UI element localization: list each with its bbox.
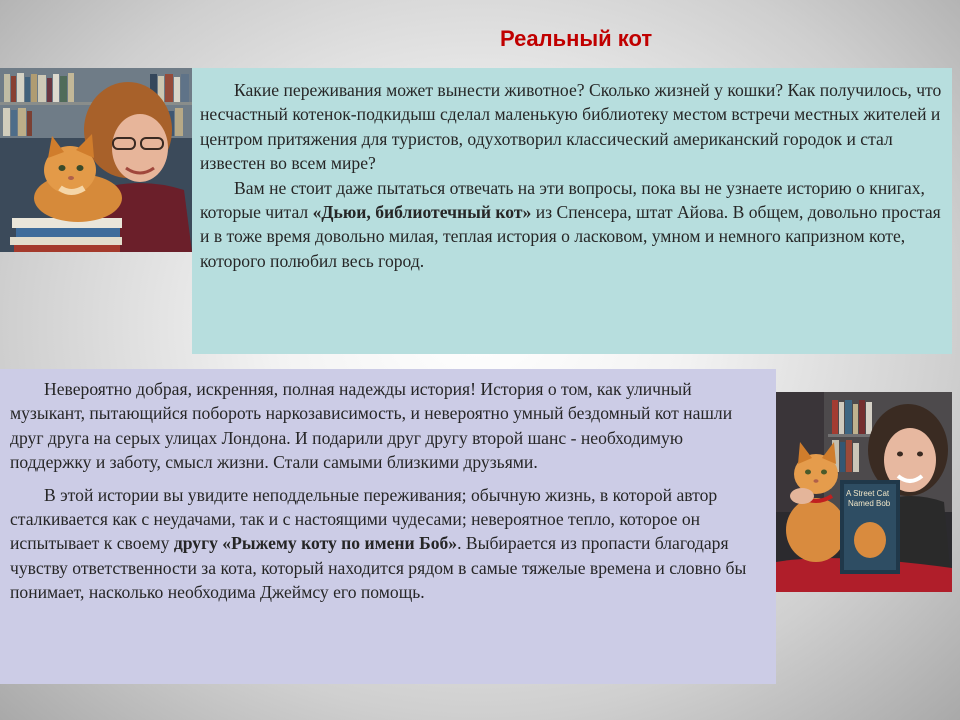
book-cover-line-2: Named Bob xyxy=(848,499,891,508)
man-with-ginger-cat-and-book-photo xyxy=(776,392,952,592)
slide-title: Реальный кот xyxy=(500,26,653,51)
dewey-text-box xyxy=(192,68,952,354)
bob-book-title: другу «Рыжему коту по имени Боб» xyxy=(173,533,458,554)
bob-paragraph-2: В этой истории вы увидите неподдельные переживания; обычную жизнь, в которой автор сталкивается как с неудачами, так и с настоящими чудесами; невероятное тепло, которое он испытывает к своему другу «Рыжему коту по имени Боб». Выбирается из пропасти благодаря чувству ответственности за кота, который находится рядом в самые тяжелые времена и словно бы понимает, насколько необходима Джеймсу его помощь. xyxy=(10,484,747,603)
woman-with-ginger-cat-photo xyxy=(0,68,192,252)
dewey-book-title: «Дьюи, библиотечный кот» xyxy=(312,202,532,223)
bob-text-box xyxy=(0,369,776,684)
book-cover-line-1: A Street Cat xyxy=(846,489,890,498)
dewey-paragraph-2: Вам не стоит даже пытаться отвечать на эти вопросы, пока вы не узнаете историю о книгах, которые читал «Дьюи, библиотечный кот» из Спенсера, штат Айова. В общем, довольно простая и в тоже время довольно милая, теплая история о ласковом, умном и немного капризном коте, которого полюбил весь город. xyxy=(200,177,941,271)
bob-paragraph-1: Невероятно добрая, искренняя, полная надежды история! История о том, как уличный музыкант, пытающийся побороть наркозависимость, и невероятно умный бездомный кот нашли друг друга на серых улицах Лондона. И подарили друг другу второй шанс - необходимую поддержку и заботу, смысл жизни. Стали самыми близкими друзьями. xyxy=(10,379,733,473)
dewey-paragraph-1: Какие переживания может вынести животное? Сколько жизней у кошки? Как получилось, что несчастный котенок-подкидыш сделал маленькую библиотеку местом встречи местных жителей и центром притяжения для туристов, одухотворил классический американский городок и стал известен во всем мире? xyxy=(200,80,942,174)
